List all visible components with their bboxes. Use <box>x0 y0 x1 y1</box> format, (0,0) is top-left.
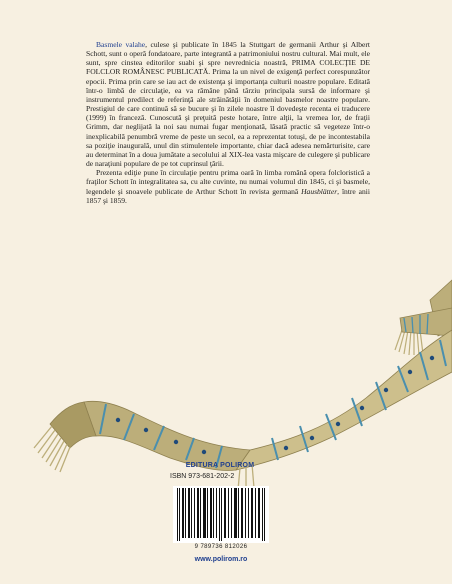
isbn: ISBN 973-681-202-2 <box>170 473 235 480</box>
book-title: Basmele valahe <box>96 40 146 49</box>
barcode <box>173 486 269 543</box>
paragraph-2-start: Prezenta ediţie pune în circulaţie pentru prima oară în limba română opera folcloristică a fraţilor Schott în integralitatea sa, cu alte cuvinte, nu numai volumul din 1845, ci şi basmele, legendele şi snoavele publicate de Arthur Schott în revista germană <box>86 168 370 196</box>
publisher-name: EDITURA POLIROM <box>185 462 255 469</box>
paragraph-2-end: , între anii 1857 şi 1859. <box>86 186 370 205</box>
barcode-digits: 9 789736 812026 <box>194 544 248 550</box>
paragraph-1-text: , culese şi publicate în 1845 la Stuttgart de germanii Arthur şi Albert Schott, sunt o operă fondatoare, parte integrantă a patrimoniului nostru cultural. Mai mult, ele sunt, spre cinstea editorilor suabi şi spre nevrednicia noastră, PRIMA COLECŢIE DE FOLCLOR ROMÂNESC PUBLICATĂ. Prima la un nivel de exigenţă perfect corespunzător epocii. Prima prin care se iau act de existenţa şi importanţa culturii noastre populare. Editată într-o limbă de circulaţie, ea va rămâne până târziu principala sursă de informare şi instrumentul predilect de referinţă ale străinătăţii în domeniul basmelor noastre populare. Prestigiul de care continuă să se bucure şi în zilele noastre îl dovedeşte recenta ei traducere (1999) în franceză. Cunoscută şi preţuită peste hotare, între alţii, la vremea lor, de fraţii Grimm, dar neglijată la noi sau numai fugar menţionată, lăsată practic să vegeteze într-o inexplicabilă penumbră vreme de peste un secol, ea a reprezentat totuşi, de pe incontestabila sa poziţie inaugurală, unul din stimulentele importante, chiar dacă adesea nemărturisite, care au determinat în a doua jumătate a secolului al XIX-lea vasta mişcare de culegere şi publicare de naraţiuni populare de pe tot cuprinsul ţării. <box>86 40 370 169</box>
publisher-website: www.polirom.ro <box>194 556 248 563</box>
magazine-title: Hausblätter <box>301 186 338 196</box>
